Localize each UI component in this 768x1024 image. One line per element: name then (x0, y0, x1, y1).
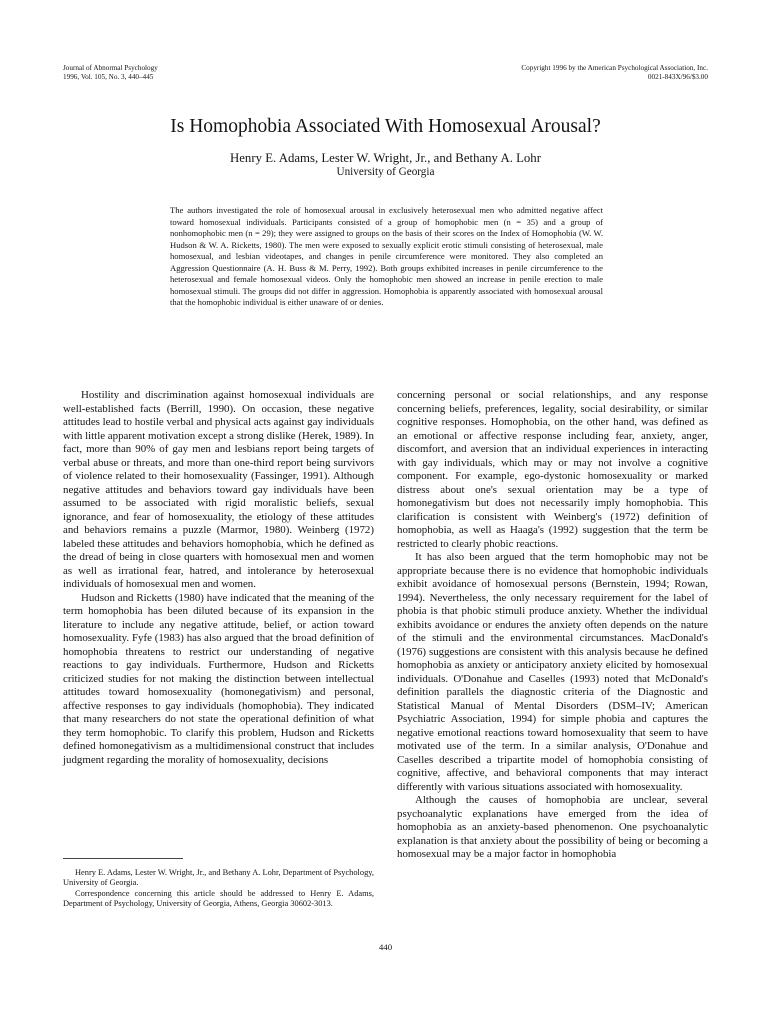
footnote-affiliation: Henry E. Adams, Lester W. Wright, Jr., and Bethany A. Lohr, Department of Psychology, University of Georgia. (63, 868, 374, 888)
journal-volume: 1996, Vol. 105, No. 3, 440–445 (63, 72, 154, 81)
paragraph: It has also been argued that the term homophobic may not be appropriate because there is no evidence that homophobic individuals exhibit avoidance of homosexual persons (Bernstein, 1994; Rowan, 1994). Nevertheless, the only necessary requirement for the label of phobia is that phobic stimuli produce anxiety. Whether the individual exhibits avoidance or endures the anxiety often depends on the nature of the stimuli and the environmental circumstances. MacDonald's (1976) suggestions are consistent with this analysis because he defined homophobia as anxiety or anticipatory anxiety elicited by homosexual individuals. O'Donahue and Caselles (1993) noted that McDonald's definition parallels the diagnostic criteria of the Diagnostic and Statistical Manual of Mental Disorders (DSM–IV; American Psychiatric Association, 1994) for simple phobia and captures the negative emotional reactions toward homosexuality that seem to have motivated use of the term. In a similar analysis, O'Donahue and Caselles described a tripartite model of homophobia consisting of cognitive, affective, and behavioral components that may interact differently with various situations associated with homosexuality. (397, 551, 708, 793)
footnote-rule (63, 858, 183, 859)
issn-price: 0021-843X/96/$3.00 (647, 72, 708, 81)
paragraph: Although the causes of homophobia are unclear, several psychoanalytic explanations have emerged from the idea of homophobia as an anxiety-based phenomenon. One psychoanalytic explanation is that anxiety about the possibility of being or becoming a homosexual may be a major factor in homophobia (397, 794, 708, 860)
paragraph: concerning personal or social relationships, and any response concerning beliefs, preferences, legality, social desirability, or similar cognitive responses. Homophobia, on the other hand, was defined as an emotional or affective response including fear, anxiety, anger, discomfort, and aversion that an individual experiences in interacting with gay individuals, which may or may not involve a cognitive component. For example, ego-dystonic homosexuality or marked distress about one's sexual orientation may be a type of homonegativism but does not necessarily imply homophobia. This clarification is consistent with Weinberg's (1972) definition of homophobia, as well as Haaga's (1992) suggestion that the term be restricted to clearly phobic reactions. (397, 389, 708, 550)
running-header-right (430, 64, 708, 81)
running-header-left (63, 64, 313, 81)
article-title: Is Homophobia Associated With Homosexual Arousal? (170, 116, 601, 137)
page-number: 440 (378, 942, 393, 952)
affiliation: University of Georgia (336, 166, 435, 178)
author-note (63, 868, 374, 909)
journal-name: Journal of Abnormal Psychology (63, 64, 158, 72)
paragraph: Hudson and Ricketts (1980) have indicated that the meaning of the term homophobia has been diluted because of its expansion in the literature to include any negative attitude, belief, or action toward homosexuality. Fyfe (1983) has also argued that the broad definition of homophobia threatens to restrict our understanding of negative reactions to gay individuals. Furthermore, Hudson and Ricketts criticized studies for not making the distinction between intellectual attitudes toward homosexuality (homonegativism) and personal, affective responses to gay individuals (homophobia). They indicated that many researchers do not state the operational definition of what they term homophobic. To clarify this problem, Hudson and Ricketts defined homonegativism as a multidimensional construct that includes judgment regarding the morality of homosexuality, decisions (63, 591, 374, 766)
abstract: The authors investigated the role of homosexual arousal in exclusively heterosexual men who admitted negative affect toward homosexual individuals. Participants consisted of a group of homophobic men (n = 35) and a group of nonhomophobic men (n = 29); they were assigned to groups on the basis of their scores on the Index of Homophobia (W. W. Hudson & W. A. Ricketts, 1980). The men were exposed to sexually explicit erotic stimuli consisting of heterosexual, male homosexual, and lesbian videotapes, and changes in penile circumference were monitored. They also completed an Aggression Questionnaire (A. H. Buss & M. Perry, 1992). Both groups exhibited increases in penile circumference to the heterosexual and female homosexual videos. Only the homophobic men showed an increase in penile erection to male homosexual stimuli. The groups did not differ in aggression. Homophobia is apparently associated with homosexual arousal that the homophobic individual is either unaware of or denies. (170, 205, 603, 307)
copyright-line: Copyright 1996 by the American Psychological Association, Inc. (521, 64, 708, 72)
body-column-left (63, 389, 374, 767)
paragraph: Hostility and discrimination against homosexual individuals are well-established facts (Berrill, 1990). On occasion, these negative attitudes lead to hostile verbal and physical acts against gay individuals with little apparent motivation except a strong dislike (Herek, 1989). In fact, more than 90% of gay men and lesbians report being targets of verbal abuse or threats, and more than one-third report being survivors of violence related to their homosexuality (Fassinger, 1991). Although negative attitudes and behaviors toward gay individuals have been assumed to be associated with rigid moralistic beliefs, sexual ignorance, and fear of homosexuality, the etiology of these attitudes and behaviors remains a puzzle (Marmor, 1980). Weinberg (1972) labeled these attitudes and behaviors homophobia, which he defined as the dread of being in close quarters with homosexual men and women as well as irrational fear, hatred, and intolerance by heterosexual individuals of homosexual men and women. (63, 389, 374, 590)
footnote-correspondence: Correspondence concerning this article should be addressed to Henry E. Adams, Department of Psychology, University of Georgia, Athens, Georgia 30602-3013. (63, 888, 374, 908)
author-list: Henry E. Adams, Lester W. Wright, Jr., and Bethany A. Lohr (230, 151, 541, 165)
body-column-right (397, 389, 708, 862)
